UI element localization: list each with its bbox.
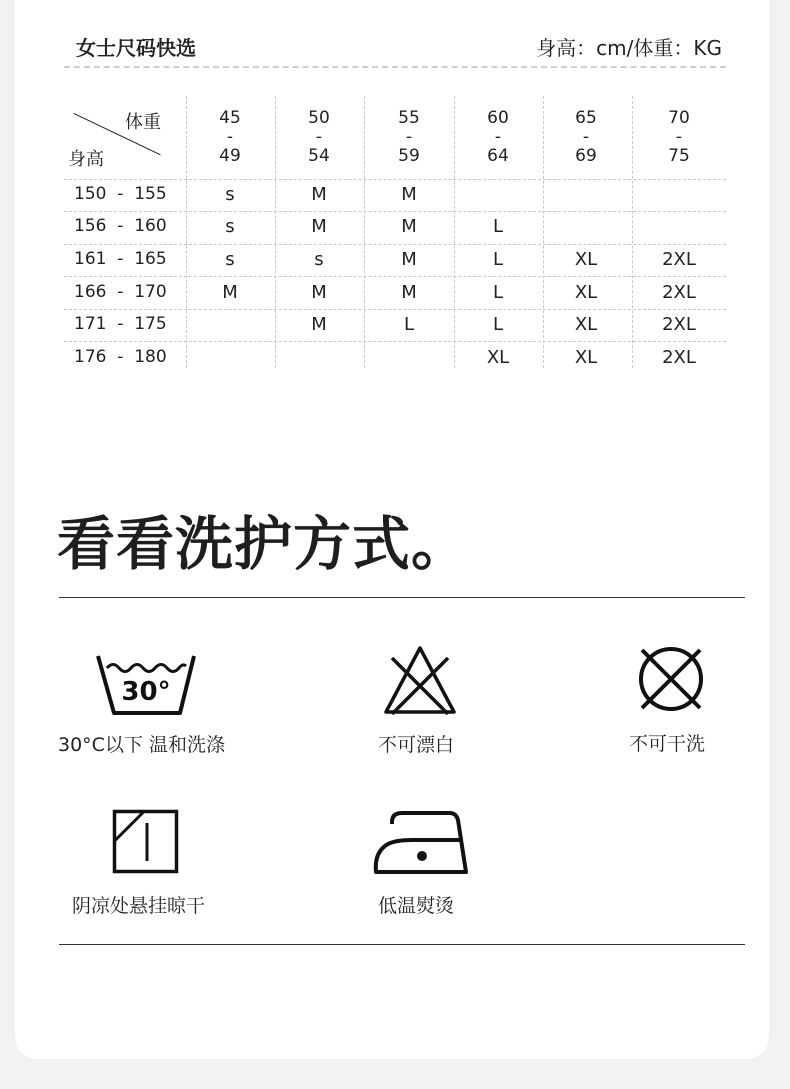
low-iron-icon (372, 810, 470, 876)
weight-from: 45 (219, 108, 241, 128)
table-divider (64, 341, 726, 342)
corner-height-label: 身高 (68, 149, 104, 170)
weight-from: 65 (575, 108, 597, 128)
size-cell: M (401, 184, 417, 205)
weight-from: 55 (398, 108, 420, 128)
size-cell: s (225, 249, 235, 270)
weight-dash: - (582, 127, 590, 147)
size-cell: 2XL (662, 282, 696, 303)
table-divider (64, 309, 726, 310)
weight-range-header (186, 109, 274, 166)
size-cell: L (492, 314, 504, 335)
weight-dash: - (226, 127, 234, 147)
height-range-label: 156 - 160 (74, 216, 167, 236)
height-range-label: 176 - 180 (74, 347, 167, 367)
size-cell: M (401, 216, 417, 237)
care-section-title: 看看洗护方式。 (57, 510, 471, 578)
size-cell: M (311, 216, 327, 237)
height-range-label: 150 - 155 (74, 184, 167, 204)
no-dry-clean-icon (636, 644, 706, 714)
size-cell: s (225, 184, 235, 205)
weight-to: 64 (487, 146, 509, 166)
care-label: 不可干洗 (629, 733, 706, 755)
table-divider (64, 211, 726, 212)
weight-dash: - (405, 127, 413, 147)
wash-temperature-text: 30° (121, 677, 171, 707)
table-divider (632, 96, 633, 368)
height-range-label: 161 - 165 (74, 249, 167, 269)
size-cell: s (225, 216, 235, 237)
care-label: 30°C以下 温和洗涤 (58, 734, 225, 756)
weight-from: 60 (487, 108, 509, 128)
corner-weight-label: 体重 (125, 112, 161, 133)
height-range-label: 171 - 175 (74, 314, 167, 334)
size-cell: L (492, 249, 504, 270)
weight-to: 59 (398, 146, 420, 166)
size-cell: XL (574, 314, 598, 335)
size-cell: XL (486, 347, 510, 368)
no-bleach-icon (382, 644, 458, 718)
weight-range-header (635, 109, 723, 166)
table-divider (64, 276, 726, 277)
section-divider (59, 597, 745, 598)
size-cell: 2XL (662, 249, 696, 270)
size-cell: M (401, 249, 417, 270)
table-divider (64, 179, 726, 180)
care-label: 阴凉处悬挂晾干 (72, 895, 206, 917)
size-cell: XL (574, 347, 598, 368)
size-cell: M (222, 282, 238, 303)
shade-drip-dry-icon (112, 809, 180, 875)
weight-range-header (454, 109, 542, 166)
weight-to: 75 (668, 146, 690, 166)
care-label: 不可漂白 (378, 734, 455, 756)
size-chart-table (0, 0, 790, 380)
weight-from: 70 (668, 108, 690, 128)
size-chart-title: 女士尺码快选 (76, 36, 196, 60)
weight-from: 50 (308, 108, 330, 128)
care-label: 低温熨烫 (378, 895, 455, 917)
weight-range-header (542, 109, 630, 166)
table-divider (64, 244, 726, 245)
size-cell: M (311, 314, 327, 335)
weight-to: 69 (575, 146, 597, 166)
size-cell: s (314, 249, 324, 270)
size-cell: M (311, 282, 327, 303)
weight-dash: - (675, 127, 683, 147)
weight-range-header (365, 109, 453, 166)
weight-to: 54 (308, 146, 330, 166)
height-range-label: 166 - 170 (74, 282, 167, 302)
size-cell: L (403, 314, 415, 335)
size-cell: M (311, 184, 327, 205)
weight-range-header (275, 109, 363, 166)
size-cell: L (492, 216, 504, 237)
size-cell: XL (574, 249, 598, 270)
weight-dash: - (315, 127, 323, 147)
size-cell: L (492, 282, 504, 303)
wash-30-icon (94, 652, 198, 720)
size-chart-units: 身高：cm/体重：KG (536, 36, 722, 60)
section-divider (59, 944, 745, 945)
weight-to: 49 (219, 146, 241, 166)
size-cell: 2XL (662, 347, 696, 368)
size-cell: M (401, 282, 417, 303)
size-cell: 2XL (662, 314, 696, 335)
size-cell: XL (574, 282, 598, 303)
weight-dash: - (494, 127, 502, 147)
